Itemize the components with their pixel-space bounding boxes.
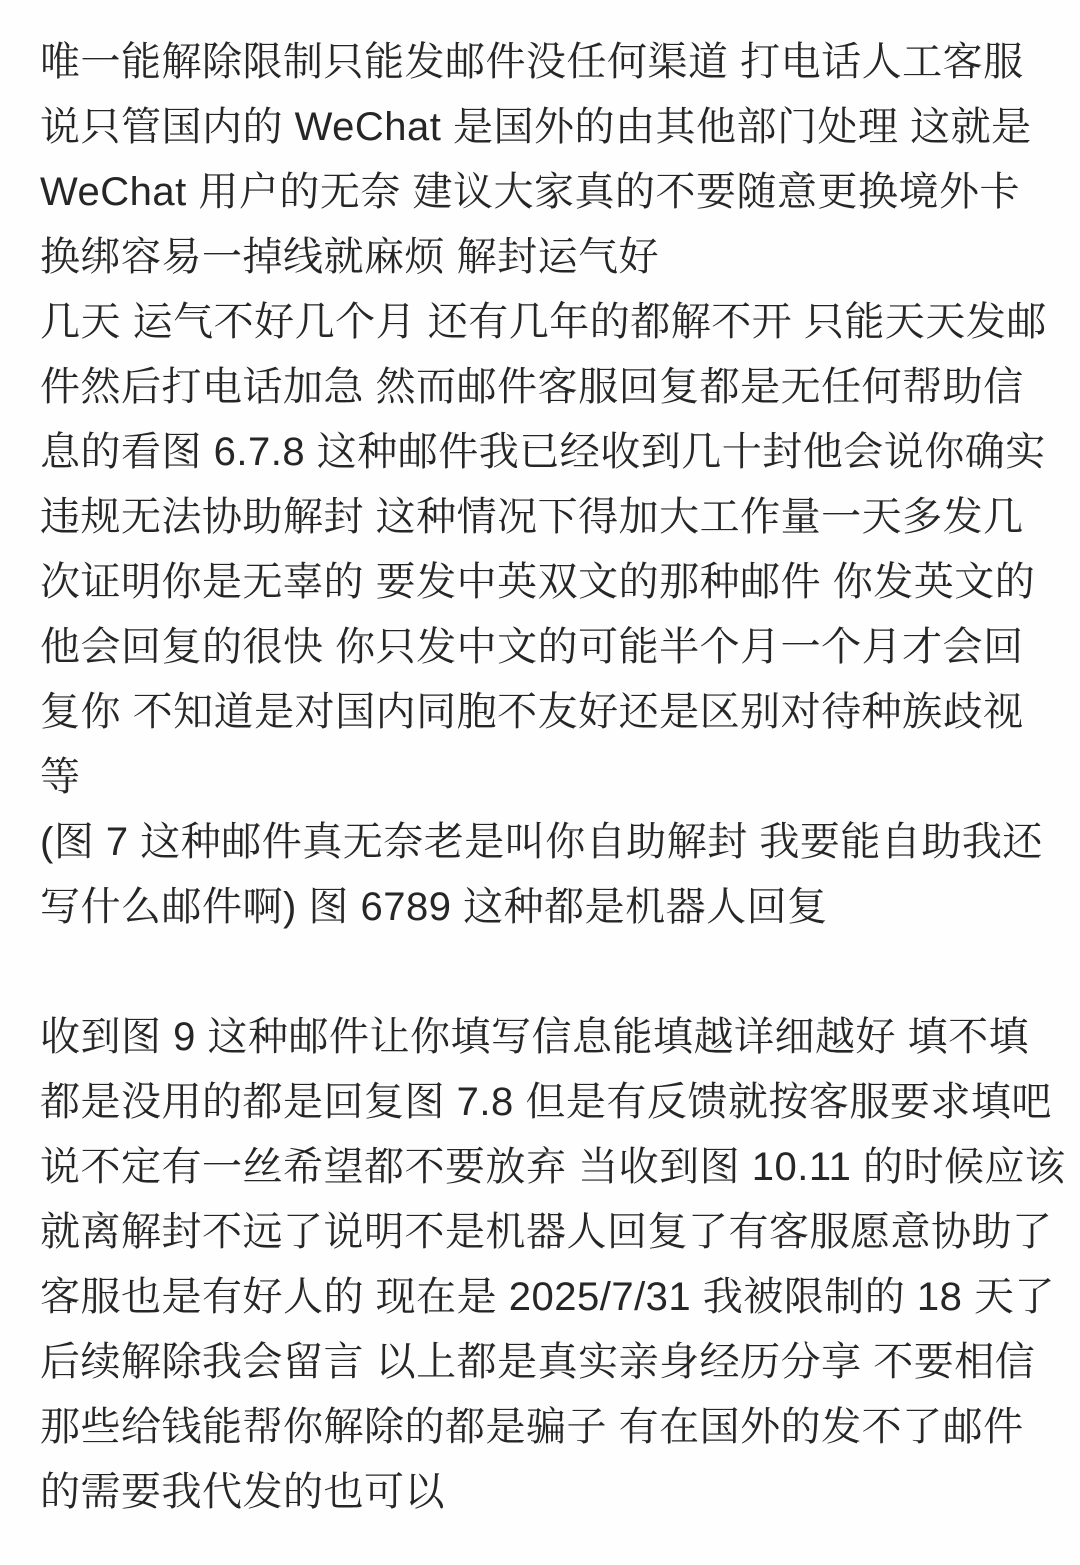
text-line: 次证明你是无辜的 要发中英双文的那种邮件 你发英文的	[40, 560, 1036, 604]
text-line: 就离解封不远了说明不是机器人回复了有客服愿意协助了	[40, 1210, 1053, 1254]
text-line-blank	[40, 940, 1072, 1005]
text-line: (图 7 这种邮件真无奈老是叫你自助解封 我要能自助我还	[40, 820, 1043, 864]
text-line: 换绑容易一掉线就麻烦 解封运气好	[40, 235, 660, 279]
text-line: 说不定有一丝希望都不要放弃 当收到图 10.11 的时候应该	[40, 1145, 1066, 1189]
text-line: 都是没用的都是回复图 7.8 但是有反馈就按客服要求填吧	[40, 1080, 1052, 1124]
text-line: 收到图 9 这种邮件让你填写信息能填越详细越好 填不填	[40, 1015, 1030, 1059]
text-line: 写什么邮件啊) 图 6789 这种都是机器人回复	[40, 885, 828, 929]
text-line: 说只管国内的 WeChat 是国外的由其他部门处理 这就是	[40, 105, 1032, 149]
text-line: 违规无法协助解封 这种情况下得加大工作量一天多发几	[40, 495, 1024, 539]
text-line: 客服也是有好人的 现在是 2025/7/31 我被限制的 18 天了	[40, 1275, 1056, 1319]
text-line: 的需要我代发的也可以	[40, 1470, 445, 1514]
text-line: 等	[40, 755, 81, 799]
text-line: 几天 运气不好几个月 还有几年的都解不开 只能天天发邮	[40, 300, 1047, 344]
text-line: 唯一能解除限制只能发邮件没任何渠道 打电话人工客服	[40, 40, 1024, 84]
text-line: 他会回复的很快 你只发中文的可能半个月一个月才会回	[40, 625, 1024, 669]
text-line: 复你 不知道是对国内同胞不友好还是区别对待种族歧视	[40, 690, 1024, 734]
text-line: WeChat 用户的无奈 建议大家真的不要随意更换境外卡	[40, 170, 1020, 214]
text-line: 件然后打电话加急 然而邮件客服回复都是无任何帮助信	[40, 365, 1024, 409]
text-line: 那些给钱能帮你解除的都是骗子 有在国外的发不了邮件	[40, 1405, 1024, 1449]
text-line: 后续解除我会留言 以上都是真实亲身经历分享 不要相信	[40, 1340, 1036, 1384]
text-line: 息的看图 6.7.8 这种邮件我已经收到几十封他会说你确实	[40, 430, 1046, 474]
